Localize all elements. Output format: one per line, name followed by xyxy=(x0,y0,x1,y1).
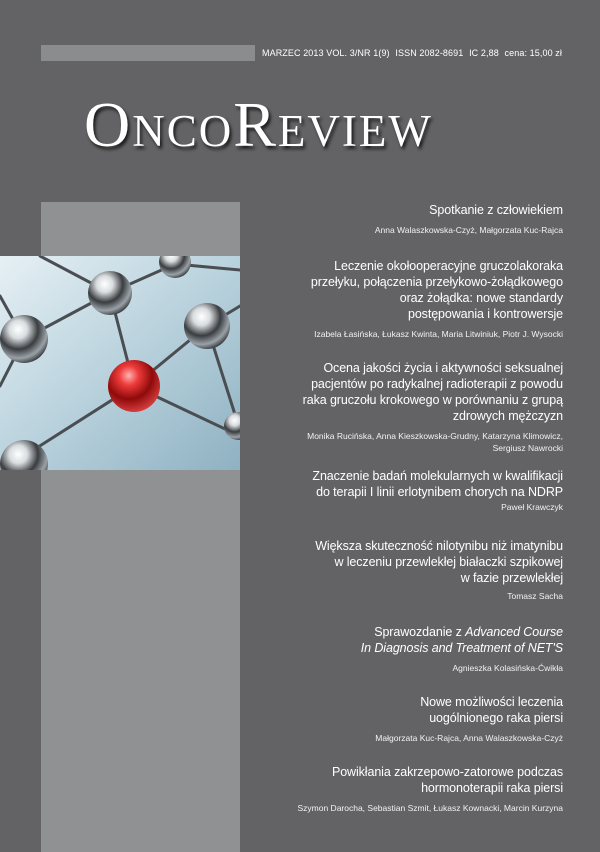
issue-issn: ISSN 2082-8691 xyxy=(395,48,464,58)
article-8[interactable] xyxy=(243,764,563,814)
title-line: Większa skuteczność nilotynibu niż imatynibu xyxy=(315,539,563,553)
article-5[interactable] xyxy=(243,538,563,602)
title-line: Leczenie okołooperacyjne gruczolakoraka xyxy=(334,259,563,273)
author-line: Sergiusz Nawrocki xyxy=(492,443,563,453)
article-authors: Agnieszka Kolasińska-Ćwikła xyxy=(452,663,563,673)
title-line: zdrowych mężczyzn xyxy=(452,409,563,423)
journal-masthead: OncoReview xyxy=(84,89,433,160)
article-6[interactable] xyxy=(243,624,563,674)
article-authors: Anna Walaszkowska-Czyż, Małgorzata Kuc-Rajca xyxy=(374,225,563,235)
article-title xyxy=(243,468,563,500)
title-line: Ocena jakości życia i aktywności seksualnej xyxy=(323,361,563,375)
title-line: uogólnionego raka piersi xyxy=(429,711,563,725)
title-italic: In Diagnosis and Treatment of NET'S xyxy=(360,641,563,655)
title-line: Nowe możliwości leczenia xyxy=(420,695,563,709)
article-2[interactable] xyxy=(243,258,563,340)
title-line: raka gruczołu krokowego w porównaniu z grupą xyxy=(302,393,563,407)
issue-info-line xyxy=(262,48,562,58)
article-title xyxy=(243,694,563,726)
title-line: do terapii I linii erlotynibem chorych na NDRP xyxy=(316,485,563,499)
title-line: w fazie przewlekłej xyxy=(460,571,563,585)
title-line: pacjentów po radykalnej radioterapii z powodu xyxy=(311,377,563,391)
issue-date-volume: MARZEC 2013 VOL. 3/NR 1(9) xyxy=(262,48,390,58)
article-title xyxy=(243,538,563,586)
article-4[interactable] xyxy=(243,468,563,513)
title-line: postępowania i kontrowersje xyxy=(407,307,563,321)
title-line: w leczeniu przewlekłej białaczki szpikowej xyxy=(334,555,563,569)
article-authors: Tomasz Sacha xyxy=(507,591,563,601)
article-title: Spotkanie z człowiekiem xyxy=(429,203,563,217)
article-7[interactable] xyxy=(243,694,563,744)
title-prefix: Sprawozdanie z xyxy=(374,625,466,639)
title-line: hormonoterapii raka piersi xyxy=(421,781,563,795)
article-authors: Izabela Łasińska, Łukasz Kwinta, Maria Litwiniuk, Piotr J. Wysocki xyxy=(314,329,563,339)
molecule-cover-image xyxy=(0,256,240,470)
molecule-illustration xyxy=(0,256,240,470)
title-italic: Advanced Course xyxy=(465,625,563,639)
title-line: przełyku, połączenia przełykowo-żołądkowego xyxy=(310,275,563,289)
top-decorative-strip xyxy=(41,45,255,61)
title-line: oraz żołądka: nowe standardy xyxy=(399,291,563,305)
title-line: Powikłania zakrzepowo-zatorowe podczas xyxy=(331,765,563,779)
title-line: Znaczenie badań molekularnych w kwalifikacji xyxy=(312,469,563,483)
article-title xyxy=(243,258,563,322)
article-title xyxy=(243,624,563,656)
article-3[interactable] xyxy=(243,360,563,454)
issue-impact: IC 2,88 xyxy=(469,48,499,58)
article-authors: Małgorzata Kuc-Rajca, Anna Walaszkowska-Czyż xyxy=(375,733,563,743)
article-authors: Paweł Krawczyk xyxy=(501,502,563,512)
article-title xyxy=(243,764,563,796)
author-line: Monika Rucińska, Anna Kieszkowska-Grudny, Katarzyna Klimowicz, xyxy=(307,431,563,441)
article-authors xyxy=(243,430,563,454)
article-1[interactable] xyxy=(243,202,563,236)
article-authors: Szymon Darocha, Sebastian Szmit, Łukasz Kownacki, Marcin Kurzyna xyxy=(297,803,563,813)
issue-price: cena: 15,00 zł xyxy=(504,48,562,58)
article-title xyxy=(243,360,563,424)
